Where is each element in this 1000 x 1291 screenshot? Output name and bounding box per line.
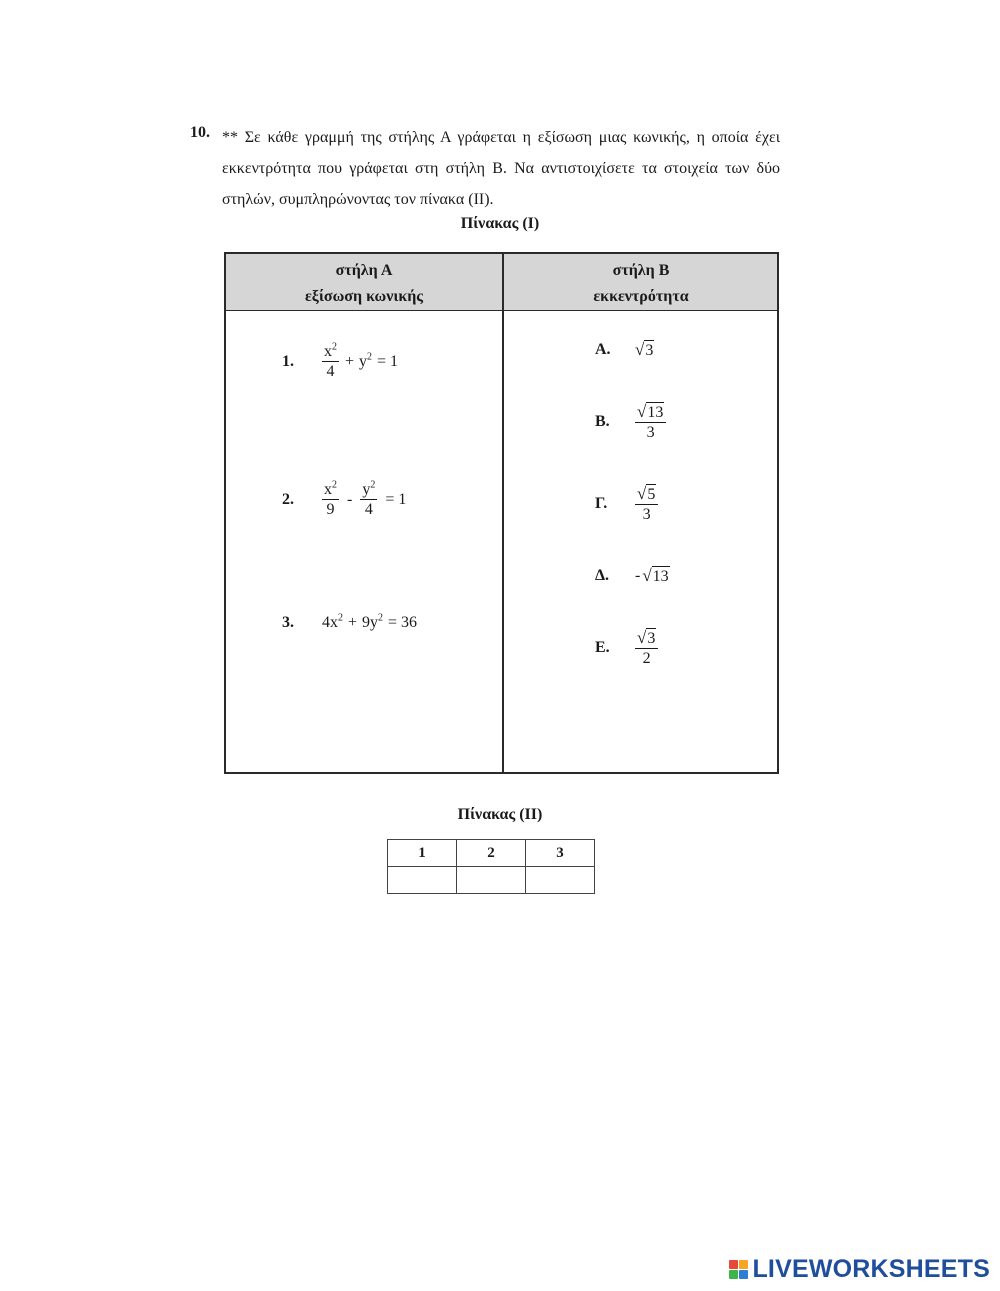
rhs: = 1 — [385, 490, 407, 508]
column-divider — [502, 254, 504, 772]
eccentricity-row-e — [595, 628, 658, 668]
eccentricity-row-c — [595, 484, 658, 524]
brand-name: LIVEWORKSHEETS — [752, 1255, 990, 1283]
question-text: ** Σε κάθε γραμμή της στήλης Α γράφεται η εξίσωση μιας κωνικής, η οποία έχει εκκεντρότητα που γράφεται στη στήλη Β. Να αντιστοιχίσετε τα στοιχεία των δύο στηλών, συμπληρώνοντας τον πίνακα (ΙΙ). — [222, 129, 780, 208]
answer-table — [387, 839, 595, 894]
fraction: √ 5 3 — [635, 484, 658, 524]
answer-header-1: 1 — [388, 840, 457, 867]
table1-title: Πίνακας (Ι) — [460, 215, 540, 232]
fraction: $\frac{x^2}{4}$ — [324, 341, 337, 380]
answer-field-2[interactable] — [457, 867, 526, 894]
column-a-header — [226, 258, 502, 310]
term: $4x^2$ — [322, 612, 343, 631]
answer-field-1[interactable] — [388, 867, 457, 894]
fraction: √ 3 2 — [635, 628, 658, 668]
answer-header-2: 2 — [457, 840, 526, 867]
answer-field-3[interactable] — [526, 867, 595, 894]
eccentricity-label: Γ. — [595, 495, 608, 512]
question-number: 10. — [190, 124, 210, 141]
operator: + — [345, 352, 355, 370]
equation-label: 3. — [282, 614, 294, 631]
eccentricity-label: Α. — [595, 341, 611, 358]
term: $9y^2$ — [362, 612, 384, 631]
rhs: = 36 — [388, 614, 418, 631]
table2-title: Πίνακας (ΙΙ) — [457, 806, 543, 823]
fraction: √ 13 3 — [635, 402, 666, 442]
operator: - — [347, 490, 353, 508]
equation-row-2 — [282, 480, 406, 519]
eccentricity-row-a — [595, 340, 654, 360]
eccentricity-row-d — [595, 566, 670, 586]
equation-row-3 — [282, 614, 417, 632]
eccentricity-row-b — [595, 402, 666, 442]
term: $y^2$ — [359, 351, 373, 370]
eccentricity-label: Β. — [595, 413, 610, 430]
equation-label: 1. — [282, 352, 294, 370]
column-b-header — [503, 258, 779, 310]
equation-label: 2. — [282, 490, 294, 508]
brand-squares-icon — [729, 1260, 748, 1279]
square-root: √ 13 — [642, 566, 669, 585]
eccentricity-label: Ε. — [595, 639, 610, 656]
column-a-subtitle: εξίσωση κωνικής — [304, 288, 424, 305]
matching-table — [224, 252, 779, 774]
column-b-title: στήλη Β — [612, 262, 670, 279]
answer-table-header-row — [388, 840, 595, 867]
answer-table-input-row — [388, 867, 595, 894]
brand-logo — [729, 1255, 990, 1284]
column-b-subtitle: εκκεντρότητα — [593, 288, 689, 305]
fraction: $\frac{y^2}{4}$ — [362, 479, 376, 518]
equation-row-1 — [282, 342, 398, 381]
answer-header-3: 3 — [526, 840, 595, 867]
eccentricity-label: Δ. — [595, 567, 610, 584]
square-root: √ 3 — [635, 340, 654, 359]
column-a-title: στήλη Α — [335, 262, 393, 279]
rhs: = 1 — [377, 352, 399, 370]
minus-sign: - — [635, 567, 641, 584]
operator: + — [348, 614, 358, 631]
fraction: $\frac{x^2}{9}$ — [324, 479, 337, 518]
